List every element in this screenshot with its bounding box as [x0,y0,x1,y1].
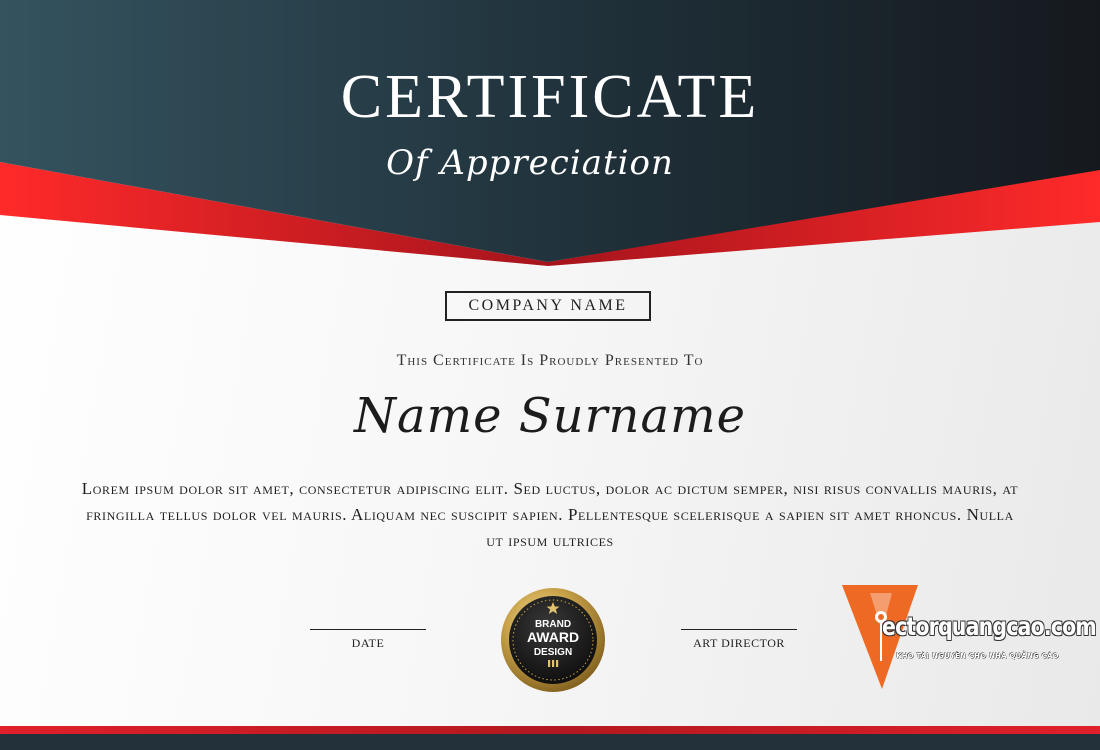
presented-to-text: This Certificate Is Proudly Presented To [396,352,704,369]
badge-line3: DESIGN [533,647,573,658]
company-name: COMPANY NAME [468,297,628,314]
award-badge [498,585,608,695]
recipient-name: Name Surname [354,388,746,444]
badge-line1: BRAND [534,619,572,630]
certificate-title: CERTIFICATE [340,63,760,131]
art-director-label: ART DIRECTOR [693,636,785,650]
badge-line2: AWARD [526,629,580,645]
watermark-tagline: KHO TÀI NGUYÊN CHO NHÀ QUẢNG CÁO [896,652,1059,660]
date-label: DATE [351,636,385,650]
art-director-signature-line [681,629,797,630]
company-name-box [445,291,651,321]
watermark-brand: ectorquangcao.com [882,612,1096,641]
certificate-subtitle: Of Appreciation [386,143,674,183]
bottom-red-band [0,726,1100,734]
bottom-dark-band [0,734,1100,750]
badge-bars-icon [548,660,558,667]
certificate-body-text: Lorem ipsum dolor sit amet, consectetur adipiscing elit. Sed luctus, dolor ac dictum semper, nisi risus convallis mauris, at fringilla tellus dolor vel mauris. Aliquam nec suscipit sapien. Pellentesque scelerisque a sapien sit amet rhoncus. Nulla ut ipsum ultrices [81,479,1019,550]
date-signature-line [310,629,426,630]
